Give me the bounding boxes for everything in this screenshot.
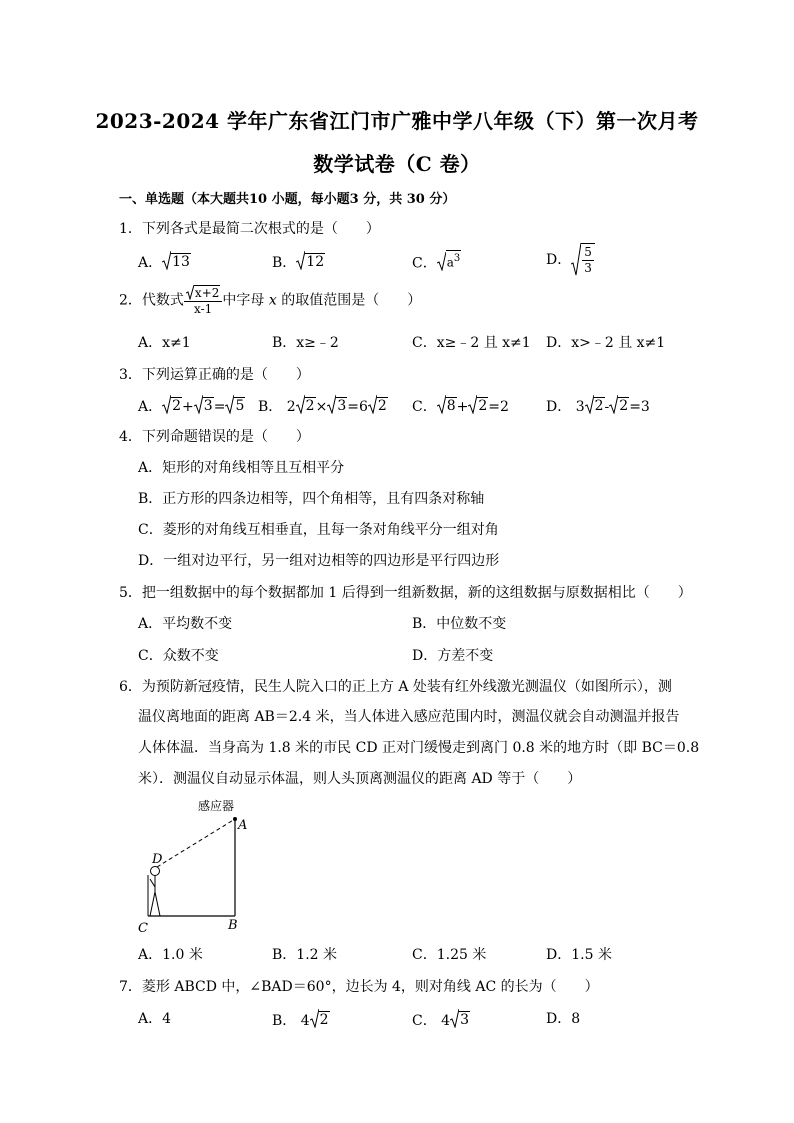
q3-option-b: B． 2 2 × 3 =6 2 [258,394,388,416]
q1-option-d: D． $\frac{5}{3}$ [546,242,595,276]
q4-option-c: C．菱形的对角线互相垂直，且每一条对角线平分一组对角 [138,522,499,538]
sqrt-symbol: $a^3$ [437,250,462,271]
q7-option-b: B． 4 2 [272,1008,330,1030]
question-6-line-3: 人体体温．当身高为 1.8 米的市民 CD 正对门缓慢走到离门 0.8 米的地方时（即 BC＝0.8 [138,740,700,756]
q7-option-c: C． 4 3 [412,1008,470,1030]
q6-option-a: A．1.0 米 [138,947,203,963]
page-subtitle: 数学试卷（C 卷） [313,152,481,176]
q3-option-a: A． 2 + 3 = 5 [138,394,245,416]
section-heading: 一、单选题（本大题共10 小题，每小题3 分，共 30 分） [119,192,456,207]
figure-label-c: C [138,921,148,936]
page-title: 2023-2024 学年广东省江门市广雅中学八年级（下）第一次月考 [95,109,699,133]
q1-option-b: B． 12 [272,250,325,272]
q2-option-c: C．x≥﹣2 且 x≠1 [412,335,531,351]
q6-option-c: C．1.25 米 [412,947,487,963]
q7-option-d: D．8 [546,1011,581,1027]
q1-option-a: A． 13 [138,250,191,272]
question-4-stem: 4．下列命题错误的是（ ） [119,429,310,445]
q2-option-a: A．x≠1 [138,335,191,351]
question-2-stem: 2．代数式 $\frac{x+2}{x-1}$ 中字母 x 的取值范围是（ ） [119,286,422,316]
q1-option-c: C． $a^3$ [412,250,461,273]
q5-option-b: B．中位数不变 [412,616,507,632]
figure-label-a: A [238,818,248,833]
q3-option-d: D． 3 2 - 2 =3 [546,394,650,416]
sqrt-symbol: 13 [162,250,191,270]
q6-figure [130,795,270,940]
q3-option-c: C． 8 + 2 =2 [412,394,509,416]
question-6-line-2: 温仪离地面的距离 AB＝2.4 米，当人体进入感应范围内时，测温仪就会自动测温并报告 [138,709,680,725]
q4-option-a: A．矩形的对角线相等且互相平分 [138,460,345,476]
question-5-stem: 5．把一组数据中的每个数据都加 1 后得到一组新数据，新的这组数据与原数据相比（ ） [119,585,692,601]
question-6-line-1: 6．为预防新冠疫情，民生人院入口的正上方 A 处装有红外线激光测温仪（如图所示），测 [119,679,672,695]
person-head [151,867,160,876]
q4-option-b: B．正方形的四条边相等，四个角相等，且有四条对称轴 [138,491,485,507]
q6-option-b: B．1.2 米 [272,947,338,963]
person-leg-right [155,892,160,916]
q2-option-b: B．x≥﹣2 [272,335,339,351]
q6-option-d: D．1.5 米 [546,947,612,963]
person-arm [150,879,155,887]
q4-option-d: D．一组对边平行，另一组对边相等的四边形是平行四边形 [138,553,500,569]
figure-label-sensor: 感应器 [198,799,235,813]
question-6-line-4: 米）．测温仪自动显示体温，则人头顶离测温仪的距离 AD 等于（ ） [138,771,582,787]
person-leg-left [150,892,155,916]
q5-option-a: A．平均数不变 [138,616,233,632]
q5-option-c: C．众数不变 [138,648,219,664]
fraction: $\frac{x+2}{x-1}$ [184,284,222,317]
sqrt-symbol: 12 [296,250,325,270]
q2-option-d: D．x>﹣2 且 x≠1 [546,335,666,351]
dashed-line-da [157,819,235,867]
sqrt-symbol: $\frac{5}{3}$ [571,242,595,276]
question-3-stem: 3．下列运算正确的是（ ） [119,367,310,383]
sqrt-symbol: x+2 [186,284,220,300]
q5-option-d: D．方差不变 [412,648,494,664]
q7-option-a: A．4 [138,1011,172,1027]
question-7-stem: 7．菱形 ABCD 中，∠BAD＝60°，边长为 4，则对角线 AC 的长为（ ） [119,979,599,995]
figure-label-b: B [228,918,238,933]
question-1-stem: 1．下列各式是最简二次根式的是（ ） [119,221,380,237]
figure-label-d: D [152,852,163,867]
